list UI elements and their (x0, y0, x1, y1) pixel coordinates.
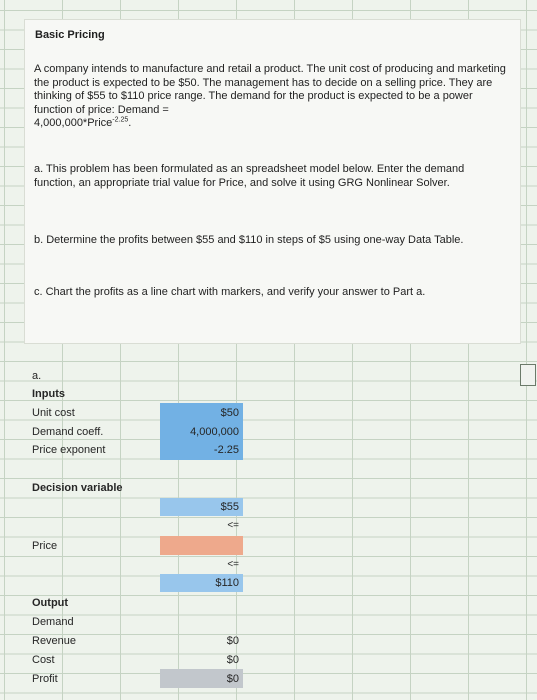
unit-cost-label: Unit cost (32, 407, 75, 419)
unit-cost-cell[interactable]: $50 (220, 407, 239, 419)
price-cell[interactable] (160, 536, 243, 555)
intro-text: A company intends to manufacture and retail a product. The unit cost of producing and marketing the product is expected to be $50. The management has to decide on a selling price. They are thinking of $55 to $110 price range. The demand for the product is expected to be a power function of price: Demand = (34, 63, 506, 116)
price-label: Price (32, 540, 58, 552)
profit-cell[interactable]: $0 (226, 673, 239, 685)
demand-label: Demand (32, 616, 74, 628)
le-symbol-1: <= (227, 520, 239, 531)
price-exponent-cell[interactable]: -2.25 (213, 444, 239, 456)
decision-variable-header: Decision variable (32, 482, 123, 494)
price-exponent-superscript: -2.25 (112, 116, 129, 124)
part-a-label: a. (32, 370, 42, 382)
problem-title: Basic Pricing (35, 29, 105, 41)
demand-coeff-label: Demand coeff. (32, 426, 104, 438)
selected-cell-edge[interactable] (520, 364, 536, 386)
le-symbol-2: <= (227, 559, 239, 570)
problem-intro: A company intends to manufacture and retail a product. The unit cost of producing and marketing the product is expected to be $50. The management has to decide on a selling price. They are thinking of $55 to $110 price range. The demand for the product is expected to be a power function of price: Demand = 4,000,000*Price$^{-2.25}$. (34, 63, 506, 129)
lower-bound-cell[interactable]: $55 (220, 501, 239, 513)
upper-bound-cell[interactable]: $110 (215, 577, 239, 589)
demand-coeff-cell[interactable]: 4,000,000 (190, 426, 239, 438)
problem-textbox (25, 20, 520, 343)
cost-cell[interactable]: $0 (226, 654, 239, 666)
demand-formula: 4,000,000*Price (34, 117, 113, 129)
part-a-text: a. This problem has been formulated as an spreadsheet model below. Enter the demand function, an appropriate trial value for Price, and solve it using GRG Nonlinear Solver. (34, 163, 465, 189)
revenue-cell[interactable]: $0 (226, 635, 239, 647)
inputs-header: Inputs (32, 388, 65, 400)
part-c-text: c. Chart the profits as a line chart with markers, and verify your answer to Part a. (34, 286, 426, 298)
profit-label: Profit (32, 673, 58, 685)
output-header: Output (32, 597, 69, 609)
revenue-label: Revenue (32, 635, 77, 647)
demand-cell[interactable] (160, 613, 243, 631)
part-b-text: b. Determine the profits between $55 and $110 in steps of $5 using one-way Data Table. (34, 234, 464, 246)
price-exponent-label: Price exponent (32, 444, 106, 456)
cost-label: Cost (32, 654, 55, 666)
